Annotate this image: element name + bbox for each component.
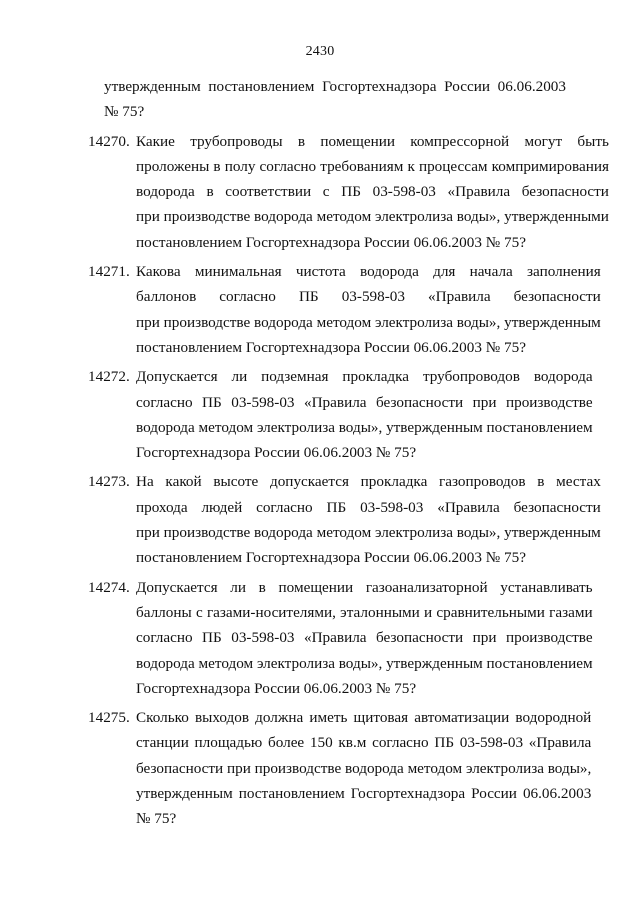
page-content	[88, 74, 609, 836]
question-14274	[88, 575, 593, 701]
question-number: 14274.	[88, 578, 130, 596]
page-number: 2430	[305, 44, 335, 59]
question-14272	[88, 364, 593, 465]
text-line: водорода методом электролиза воды», утвержденным постановлением	[136, 654, 593, 672]
question-text	[136, 259, 601, 360]
question-14273	[88, 469, 601, 570]
question-text	[136, 469, 601, 570]
question-number: 14271.	[88, 263, 130, 281]
text-line: при производстве водорода методом электролиза воды», утвержденными	[136, 208, 609, 226]
question-text	[136, 129, 609, 255]
question-text	[136, 705, 591, 831]
question-14275	[88, 705, 592, 831]
text-line: Какова минимальная чистота водорода для начала заполнения	[136, 263, 601, 281]
question-number: 14270.	[88, 132, 130, 150]
text-line: Госгортехнадзора России 06.06.2003 № 75?	[136, 679, 417, 697]
text-line: постановлением Госгортехнадзора России 06.06.2003 № 75?	[136, 549, 526, 567]
text-line: баллонов согласно ПБ 03-598-03 «Правила безопасности	[136, 288, 601, 306]
continuation-paragraph	[88, 74, 566, 125]
text-line: Допускается ли в помещении газоанализаторной устанавливать	[136, 578, 593, 596]
text-line: проложены в полу согласно требованиям к процессам компримирования	[136, 157, 609, 175]
text-line: баллоны с газами-носителями, эталонными и сравнительными газами	[136, 603, 593, 621]
text-line: согласно ПБ 03-598-03 «Правила безопасности при производстве	[136, 393, 593, 411]
text-line: № 75?	[104, 103, 145, 121]
text-line: Какие трубопроводы в помещении компрессорной могут быть	[136, 132, 609, 150]
question-14271	[88, 259, 601, 360]
text-line: утвержденным постановлением Госгортехнадзора России 06.06.2003	[104, 78, 566, 95]
text-line: станции площадью более 150 кв.м согласно ПБ 03-598-03 «Правила	[136, 734, 592, 752]
text-line: прохода людей согласно ПБ 03-598-03 «Правила безопасности	[136, 498, 601, 516]
text-line: постановлением Госгортехнадзора России 06.06.2003 № 75?	[136, 233, 526, 251]
question-text	[136, 364, 593, 465]
text-line: водорода методом электролиза воды», утвержденным постановлением	[136, 418, 593, 436]
text-line: водорода в соответствии с ПБ 03-598-03 «Правила безопасности	[136, 183, 609, 201]
text-line: постановлением Госгортехнадзора России 06.06.2003 № 75?	[136, 338, 526, 356]
text-line: Госгортехнадзора России 06.06.2003 № 75?	[136, 444, 417, 462]
question-number: 14272.	[88, 368, 130, 386]
text-line: № 75?	[136, 810, 177, 828]
question-14270	[88, 129, 609, 255]
text-line: Сколько выходов должна иметь щитовая автоматизации водородной	[136, 709, 592, 727]
text-line: безопасности при производстве водорода методом электролиза воды»,	[136, 759, 592, 777]
text-line: при производстве водорода методом электролиза воды», утвержденным	[136, 524, 601, 542]
question-number: 14275.	[88, 709, 130, 727]
text-line: утвержденным постановлением Госгортехнадзора России 06.06.2003	[136, 785, 592, 803]
question-text	[136, 575, 593, 701]
text-line: при производстве водорода методом электролиза воды», утвержденным	[136, 313, 601, 331]
question-number: 14273.	[88, 473, 130, 491]
text-line: На какой высоте допускается прокладка газопроводов в местах	[136, 473, 601, 491]
text-line: Допускается ли подземная прокладка трубопроводов водорода	[136, 368, 593, 386]
text-line: согласно ПБ 03-598-03 «Правила безопасности при производстве	[136, 629, 593, 647]
